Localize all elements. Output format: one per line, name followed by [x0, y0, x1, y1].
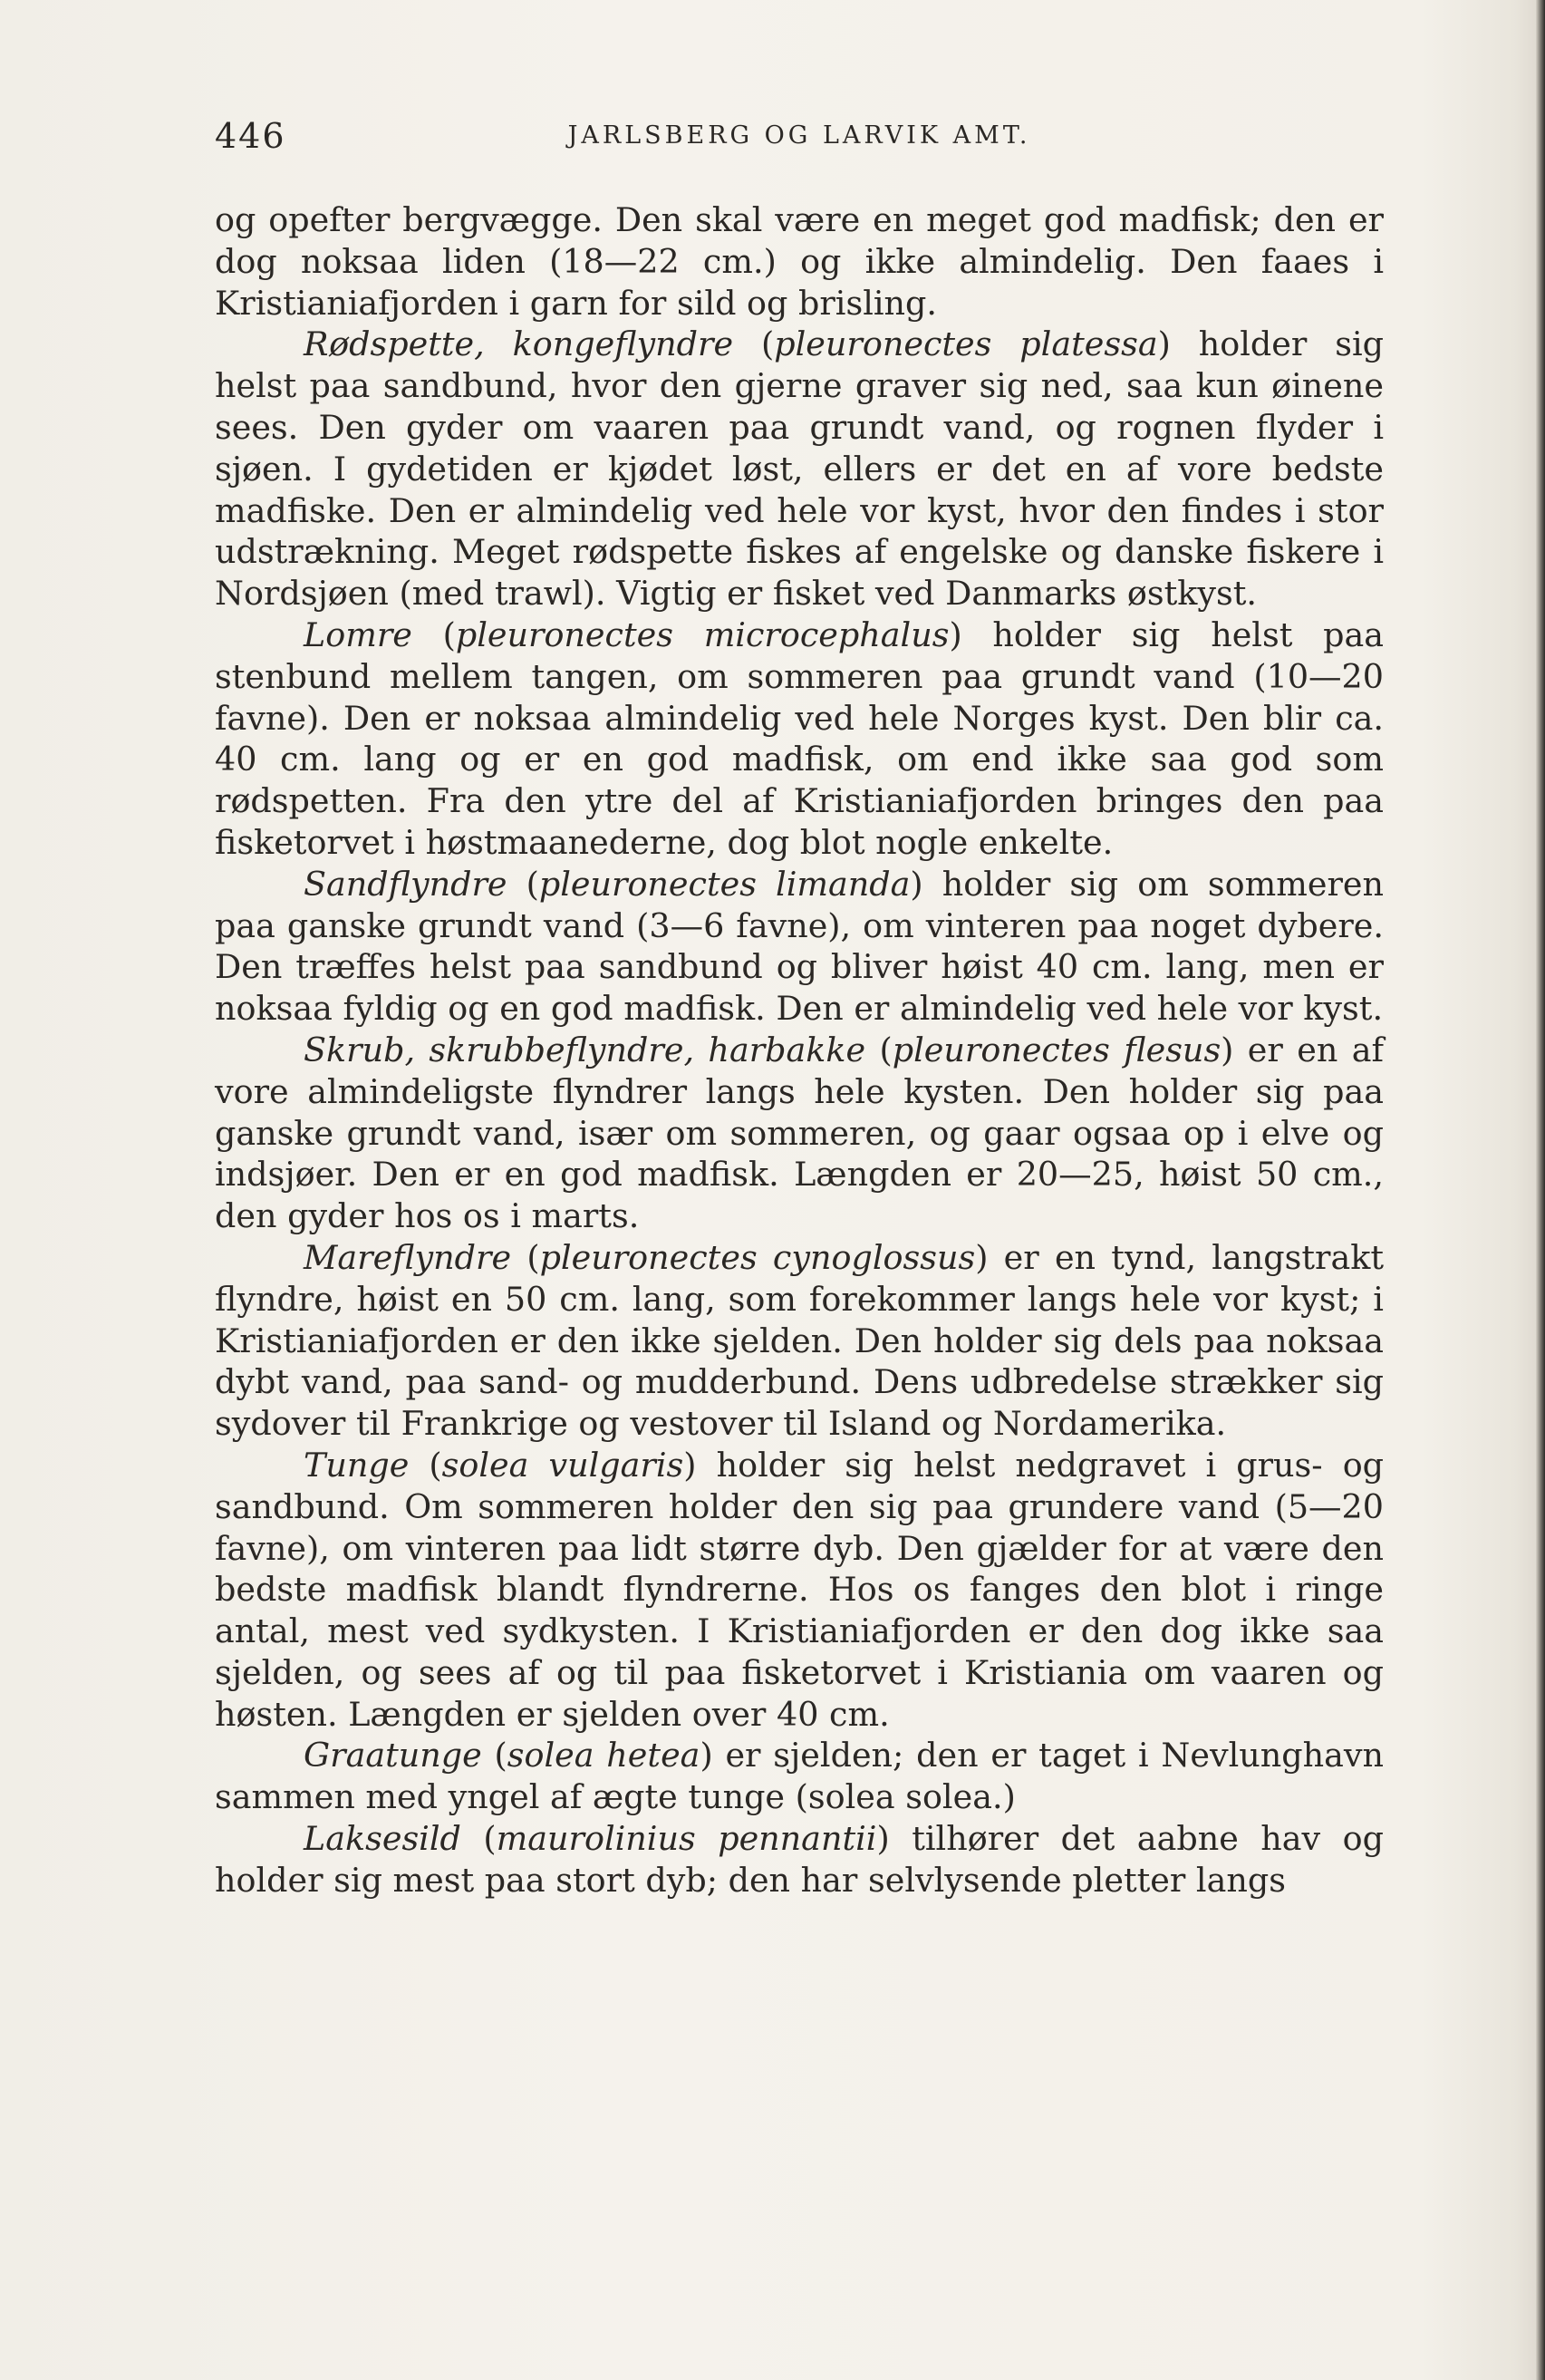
- paragraph-body: holder sig helst paa stenbund mellem tangen, om sommeren paa grundt vand (10—20 favne). Den er noksaa almindelig ved hele Norges kyst. Den blir ca. 40 cm. lang og er en god madfisk, om end ikke saa god som rødspetten. Fra den ytre del af Kristianiafjorden bringes den paa fisketorvet i høstmaanederne, dog blot nogle enkelte.: [215, 614, 1384, 862]
- latin-name: pleuronectes flesus: [892, 1030, 1222, 1069]
- paragraph-lomre: Lomre (pleuronectes microcephalus) holder sig helst paa stenbund mellem tangen, om sommeren paa grundt vand (10—20 favne). Den er noksaa almindelig ved hele Norges kyst. Den blir ca. 40 cm. lang og er en god madfisk, om end ikke saa god som rødspetten. Fra den ytre del af Kristianiafjorden bringes den paa fisketorvet i høstmaanederne, dog blot nogle enkelte.: [215, 614, 1384, 862]
- paragraph-body: er sjelden; den er taget i Nevlunghavn sammen med yngel af ægte tunge (solea solea.): [215, 1736, 1385, 1817]
- paragraph-body: holder sig helst paa sandbund, hvor den gjerne graver sig ned, saa kun øinene sees. Den gyder om vaaren paa grundt vand, og rognen flyder i sjøen. I gydetiden er kjødet løst, ellers er det en af vore bedste madfiske. Den er almindelig ved hele vor kyst, hvor den findes i stor udstrækning. Meget rødspette fiskes af engelske og danske fiskere i Nordsjøen (med trawl). Vigtig er fisket ved Danmarks østkyst.: [215, 324, 1385, 614]
- species-name: Graatunge: [304, 1736, 482, 1775]
- running-title: JARLSBERG OG LARVIK AMT.: [567, 121, 1031, 150]
- paragraph-graatunge: Graatunge (solea hetea) er sjelden; den er taget i Nevlunghavn sammen med yngel af ægte tunge (solea solea.): [215, 1736, 1385, 1817]
- paragraph-skrub: Skrub, skrubbeflyndre, harbakke (pleuronectes flesus) er en af vore almindeligste flyndrer langs hele kysten. Den holder sig paa ganske grundt vand, især om sommeren, og gaar ogsaa op i elve og indsjøer. Den er en god madfisk. Længden er 20—25, høist 50 cm., den gyder hos os i marts.: [215, 1030, 1384, 1236]
- paragraph-body: og opefter bergvægge. Den skal være en meget god madfisk; den er dog noksaa liden (18—22 cm.) og ikke almindelig. Den faaes i Kristianiafjorden i garn for sild og brisling.: [215, 200, 1384, 323]
- paragraph-sandflyndre: Sandflyndre (pleuronectes limanda) holder sig om sommeren paa ganske grundt vand (3—6 favne), om vinteren paa noget dybere. Den træffes helst paa sandbund og bliver høist 40 cm. lang, men er noksaa fyldig og en god madfisk. Den er almindelig ved hele vor kyst.: [215, 864, 1385, 1029]
- latin-name: pleuronectes cynoglossus: [539, 1237, 976, 1277]
- latin-name: solea hetea: [507, 1736, 700, 1775]
- paragraph-tunge: Tunge (solea vulgaris) holder sig helst nedgravet i grus- og sandbund. Om sommeren holder den sig paa grundere vand (5—20 favne), om vinteren paa lidt større dyb. Den gjælder for at være den bedste madfisk blandt flyndrerne. Hos os fanges den blot i ringe antal, mest ved sydkysten. I Kristianiafjorden er den dog ikke saa sjelden, og sees af og til paa fisketorvet i Kristiania om vaaren og høsten. Længden er sjelden over 40 cm.: [215, 1445, 1385, 1734]
- running-head: [215, 116, 1384, 161]
- latin-name: pleuronectes limanda: [538, 864, 911, 904]
- species-name: Sandflyndre: [304, 864, 507, 904]
- latin-name: pleuronectes platessa: [774, 324, 1158, 364]
- paragraph-body: er en tynd, langstrakt flyndre, høist en 50 cm. lang, som forekommer langs hele vor kyst; i Kristianiafjorden er den ikke sjelden. Den holder sig dels paa noksaa dybt vand, paa sand- og mudderbund. Dens udbredelse strækker sig sydover til Frankrige og vestover til Island og Nordamerika.: [215, 1237, 1385, 1444]
- paragraph-body: tilhører det aabne hav og holder sig mest paa stort dyb; den har selvlysende pletter langs: [215, 1819, 1385, 1900]
- page-number: 446: [215, 116, 286, 156]
- paragraph-body: er en af vore almindeligste flyndrer langs hele kysten. Den holder sig paa ganske grundt vand, især om sommeren, og gaar ogsaa op i elve og indsjøer. Den er en god madfisk. Længden er 20—25, høist 50 cm., den gyder hos os i marts.: [215, 1030, 1384, 1236]
- species-name: Tunge: [304, 1445, 410, 1485]
- species-name: Laksesild: [304, 1819, 461, 1859]
- paragraph-laksesild: Laksesild (maurolinius pennantii) tilhører det aabne hav og holder sig mest paa stort dyb; den har selvlysende pletter langs: [215, 1819, 1385, 1900]
- latin-name: maurolinius pennantii: [496, 1819, 877, 1859]
- body-text: [215, 199, 1384, 1901]
- paragraph-body: holder sig om sommeren paa ganske grundt vand (3—6 favne), om vinteren paa noget dybere. Den træffes helst paa sandbund og bliver høist 40 cm. lang, men er noksaa fyldig og en god madfisk. Den er almindelig ved hele vor kyst.: [215, 864, 1385, 1029]
- paragraph-rodspette: Rødspette, kongeflyndre (pleuronectes platessa) holder sig helst paa sandbund, hvor den gjerne graver sig ned, saa kun øinene sees. Den gyder om vaaren paa grundt vand, og rognen flyder i sjøen. I gydetiden er kjødet løst, ellers er det en af vore bedste madfiske. Den er almindelig ved hele vor kyst, hvor den findes i stor udstrækning. Meget rødspette fiskes af engelske og danske fiskere i Nordsjøen (med trawl). Vigtig er fisket ved Danmarks østkyst.: [215, 324, 1385, 614]
- latin-name: pleuronectes microcephalus: [455, 614, 950, 654]
- latin-name: solea vulgaris: [441, 1445, 684, 1485]
- page-edge-shadow: [1536, 0, 1545, 2380]
- paragraph-body: holder sig helst nedgravet i grus- og sandbund. Om sommeren holder den sig paa grundere vand (5—20 favne), om vinteren paa lidt større dyb. Den gjælder for at være den bedste madfisk blandt flyndrerne. Hos os fanges den blot i ringe antal, mest ved sydkysten. I Kristianiafjorden er den dog ikke saa sjelden, og sees af og til paa fisketorvet i Kristiania om vaaren og høsten. Længden er sjelden over 40 cm.: [215, 1445, 1385, 1734]
- paragraph-continuation: [215, 199, 1384, 324]
- species-name: Rødspette, kongeflyndre: [304, 324, 734, 364]
- paragraph-mareflyndre: Mareflyndre (pleuronectes cynoglossus) er en tynd, langstrakt flyndre, høist en 50 cm. lang, som forekommer langs hele vor kyst; i Kristianiafjorden er den ikke sjelden. Den holder sig dels paa noksaa dybt vand, paa sand- og mudderbund. Dens udbredelse strækker sig sydover til Frankrige og vestover til Island og Nordamerika.: [215, 1237, 1385, 1444]
- species-name: Lomre: [304, 614, 412, 654]
- species-name: Mareflyndre: [304, 1237, 512, 1277]
- species-name: Skrub, skrubbeflyndre, harbakke: [304, 1030, 866, 1069]
